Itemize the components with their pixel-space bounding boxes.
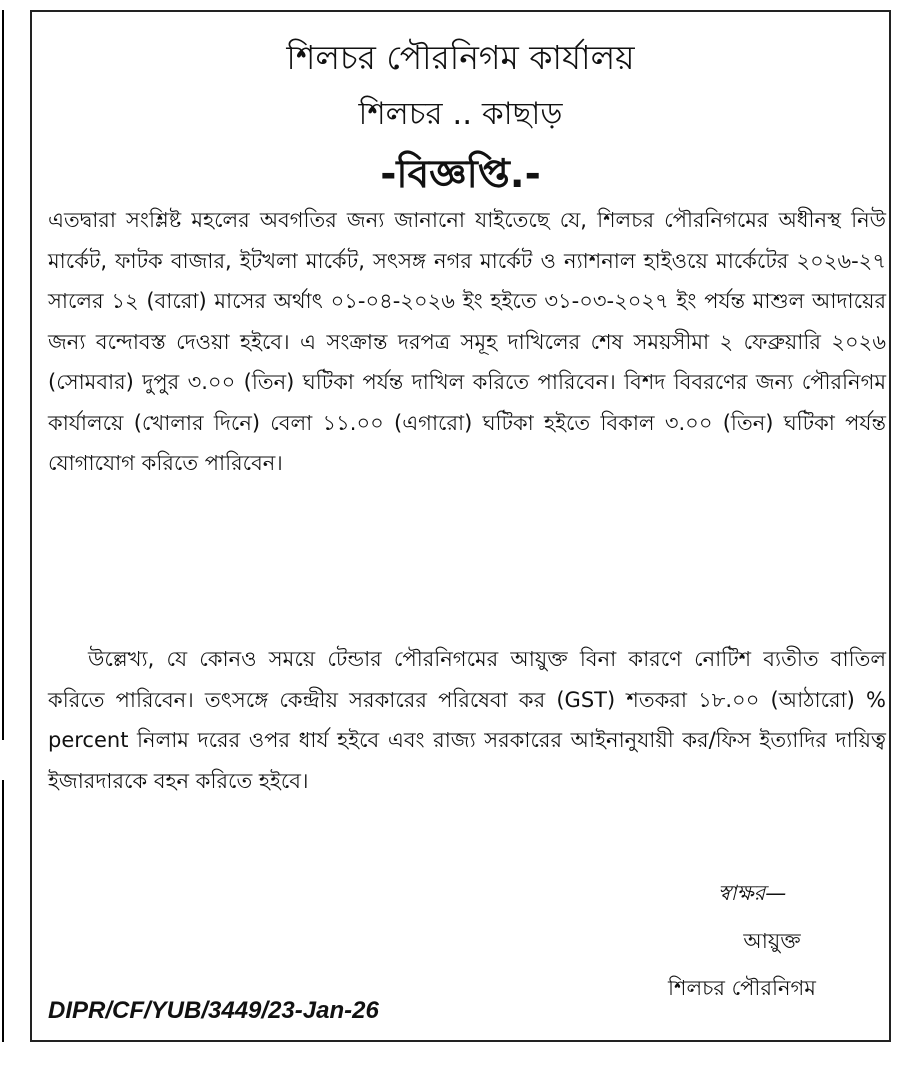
reference-number: DIPR/CF/YUB/3449/23-Jan-26 [48, 997, 379, 1024]
left-edge-rule [2, 10, 4, 740]
signatory-office: শিলচর পৌরনিগম [668, 976, 816, 1000]
signatory-title: আয়ুক্ত [743, 929, 801, 953]
notice-title: -বিজ্ঞপ্তি.- [380, 152, 541, 197]
office-location: শিলচর .. কাছাড় [358, 96, 563, 132]
notice-paragraph-1: এতদ্বারা সংশ্লিষ্ট মহলের অবগতির জন্য জানানো যাইতেছে যে, শিলচর পৌরনিগমের অধীনস্থ নিউ মার্কেট, ফাটক বাজার, ইটখলা মার্কেট, সৎসঙ্গ নগর মার্কেট ও ন্যাশনাল হাইওয়ে মার্কেটের ২০২৬-২৭ সালের ১২ (বারো) মাসের অর্থাৎ ০১-০৪-২০২৬ ইং হইতে ৩১-০৩-২০২৭ ইং পর্যন্ত মাশুল আদায়ের জন্য বন্দোবস্ত দেওয়া হইবে। এ সংক্রান্ত দরপত্র সমূহ দাখিলের শেষ সময়সীমা ২ ফেব্রুয়ারি ২০২৬ (সোমবার) দুপুর ৩.০০ (তিন) ঘটিকা পর্যন্ত দাখিল করিতে পারিবেন। বিশদ বিবরণের জন্য পৌরনিগম কার্যালয়ে (খোলার দিনে) বেলা ১১.০০ (এগারো) ঘটিকা হইতে বিকাল ৩.০০ (তিন) ঘটিকা পর্যন্ত যোগাযোগ করিতে পারিবেন। [48, 208, 886, 475]
signature-label: স্বাক্ষর— [717, 881, 787, 905]
notice-paragraph-2: উল্লেখ্য, যে কোনও সময়ে টেন্ডার পৌরনিগমের আয়ুক্ত বিনা কারণে নোটিশ ব্যতীত বাতিল করিতে পারিবেন। তৎসঙ্গে কেন্দ্রীয় সরকারের পরিষেবা কর (GST) শতকরা ১৮.০০ (আঠারো) % percent নিলাম দরের ওপর ধার্য হইবে এবং রাজ্য সরকারের আইনানুযায়ী কর/ফিস ইত্যাদির দায়িত্ব ইজারদারকে বহন করিতে হইবে। [48, 647, 886, 793]
left-edge-rule [2, 780, 4, 1042]
office-name: শিলচর পৌরনিগম কার্যালয় [286, 38, 635, 77]
notice-box [30, 10, 891, 1042]
